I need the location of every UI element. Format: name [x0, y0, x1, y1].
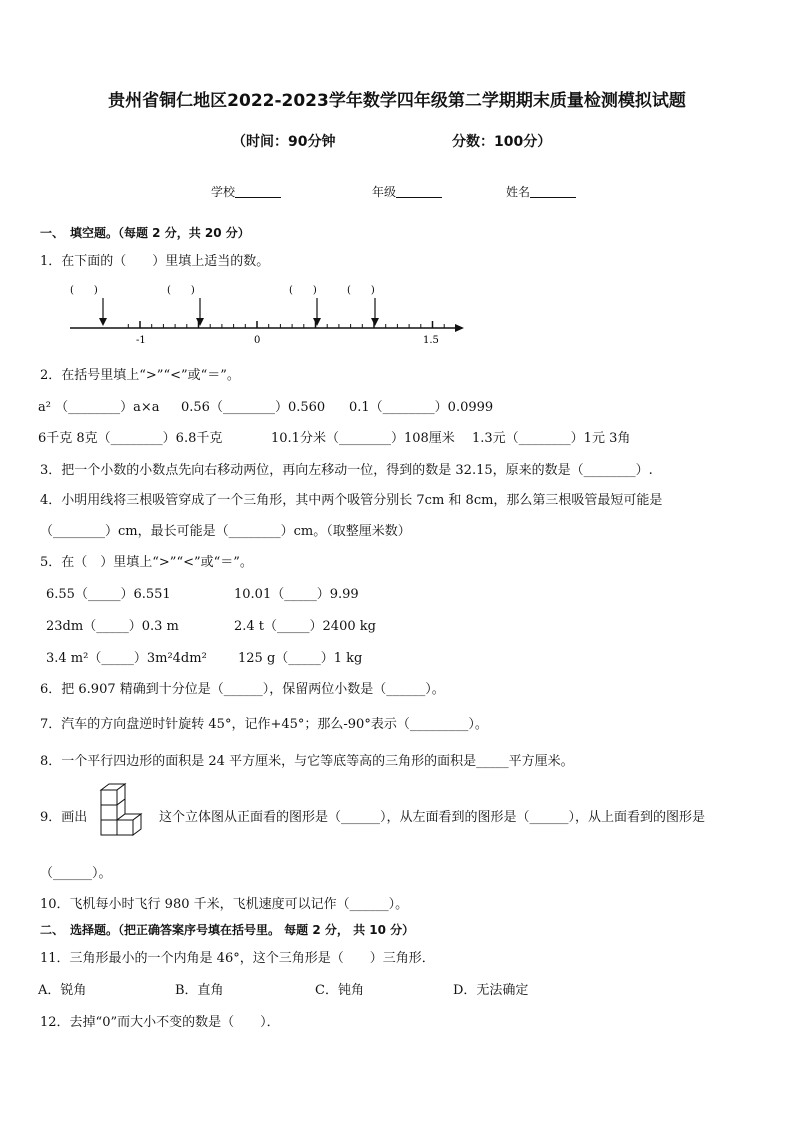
q2-item-2: 0.56（________）0.560 [181, 400, 326, 415]
exam-score: 分数：100分） [452, 134, 552, 150]
question-4-line-2: （________）cm，最长可能是（________）cm。（取整厘米数） [40, 524, 411, 539]
question-1: 1．在下面的（ ）里填上适当的数。 [40, 254, 270, 269]
question-10: 10．飞机每小时飞行 980 千米，飞机速度可以记作（______）。 [40, 897, 409, 912]
exam-time: （时间：90分钟 [232, 134, 336, 150]
question-3: 3．把一个小数的小数点先向右移动两位，再向左移动一位，得到的数是 32.15，原来的数是（________）. [40, 463, 653, 478]
q11-option-c[interactable]: C．钝角 [315, 983, 364, 998]
page-title: 贵州省铜仁地区2022-2023学年数学四年级第二学期期末质量检测模拟试题 [108, 91, 686, 111]
section-2-heading: 二、 选择题。（把正确答案序号填在括号里。 每题 2 分， 共 10 分） [40, 923, 415, 937]
name-label: 姓名 [506, 185, 531, 199]
grade-blank[interactable] [396, 185, 442, 198]
paren-4: ( ) [347, 285, 375, 296]
q5-item-1: 6.55（_____）6.551 [46, 587, 171, 602]
grade-field [372, 183, 442, 200]
question-9-prefix: 9．画出 [40, 810, 88, 825]
paren-3: ( ) [289, 285, 317, 296]
q5-item-3: 23dm（_____）0.3 m [46, 619, 179, 634]
school-field [211, 183, 281, 200]
q11-option-a[interactable]: A．锐角 [38, 983, 87, 998]
school-blank[interactable] [235, 185, 281, 198]
q5-item-6: 125 g（_____）1 kg [238, 651, 363, 666]
question-12: 12．去掉“0”而大小不变的数是（ ）． [40, 1015, 280, 1030]
question-7: 7．汽车的方向盘逆时针旋转 45°，记作+45°；那么-90°表示（_________）。 [40, 717, 488, 732]
q5-item-5: 3.4 m²（_____）3m²4dm² [46, 651, 207, 666]
question-6: 6．把 6.907 精确到十分位是（______），保留两位小数是（______）。 [40, 682, 445, 697]
question-9: 这个立体图从正面看的图形是（______），从左面看到的图形是（______），从上面看到的图形是 [159, 810, 706, 825]
question-5: 5．在（ ）里填上“>”“<”或“＝”。 [40, 555, 253, 570]
question-4-line-1: 4．小明用线将三根吸管穿成了一个三角形，其中两个吸管分别长 7cm 和 8cm，那么第三根吸管最短可能是 [40, 493, 663, 508]
question-11: 11．三角形最小的一个内角是 46°，这个三角形是（ ）三角形． [40, 951, 435, 966]
paren-2: ( ) [167, 285, 195, 296]
section-1-heading: 一、 填空题。（每题 2 分，共 20 分） [40, 226, 250, 240]
number-line [60, 280, 480, 350]
name-field [506, 183, 576, 200]
q5-item-2: 10.01（_____）9.99 [234, 587, 359, 602]
q2-item-3: 0.1（________）0.0999 [349, 400, 494, 415]
paren-1: ( ) [70, 285, 98, 296]
grade-label: 年级 [372, 185, 397, 199]
question-2: 2．在括号里填上“>”“<”或“＝”。 [40, 368, 240, 383]
q2-item-5: 10.1分米（________）108厘米 [271, 431, 455, 446]
q11-option-d[interactable]: D．无法确定 [453, 983, 529, 998]
question-9-line-2: （______）。 [40, 866, 112, 881]
question-8: 8．一个平行四边形的面积是 24 平方厘米，与它等底等高的三角形的面积是_____平方厘米。 [40, 754, 574, 769]
q2-item-1: a² （________）a×a [38, 400, 160, 415]
label-neg1: -1 [136, 335, 146, 346]
q2-item-4: 6千克 8克（________）6.8千克 [38, 431, 223, 446]
label-0: 0 [254, 335, 261, 346]
q5-item-4: 2.4 t（_____）2400 kg [234, 619, 376, 634]
label-1-5: 1.5 [423, 335, 439, 346]
q2-item-6: 1.3元（________）1元 3角 [472, 431, 631, 446]
q11-option-b[interactable]: B．直角 [175, 983, 224, 998]
name-blank[interactable] [530, 185, 576, 198]
cube-solid-figure [96, 783, 148, 837]
school-label: 学校 [211, 185, 236, 199]
